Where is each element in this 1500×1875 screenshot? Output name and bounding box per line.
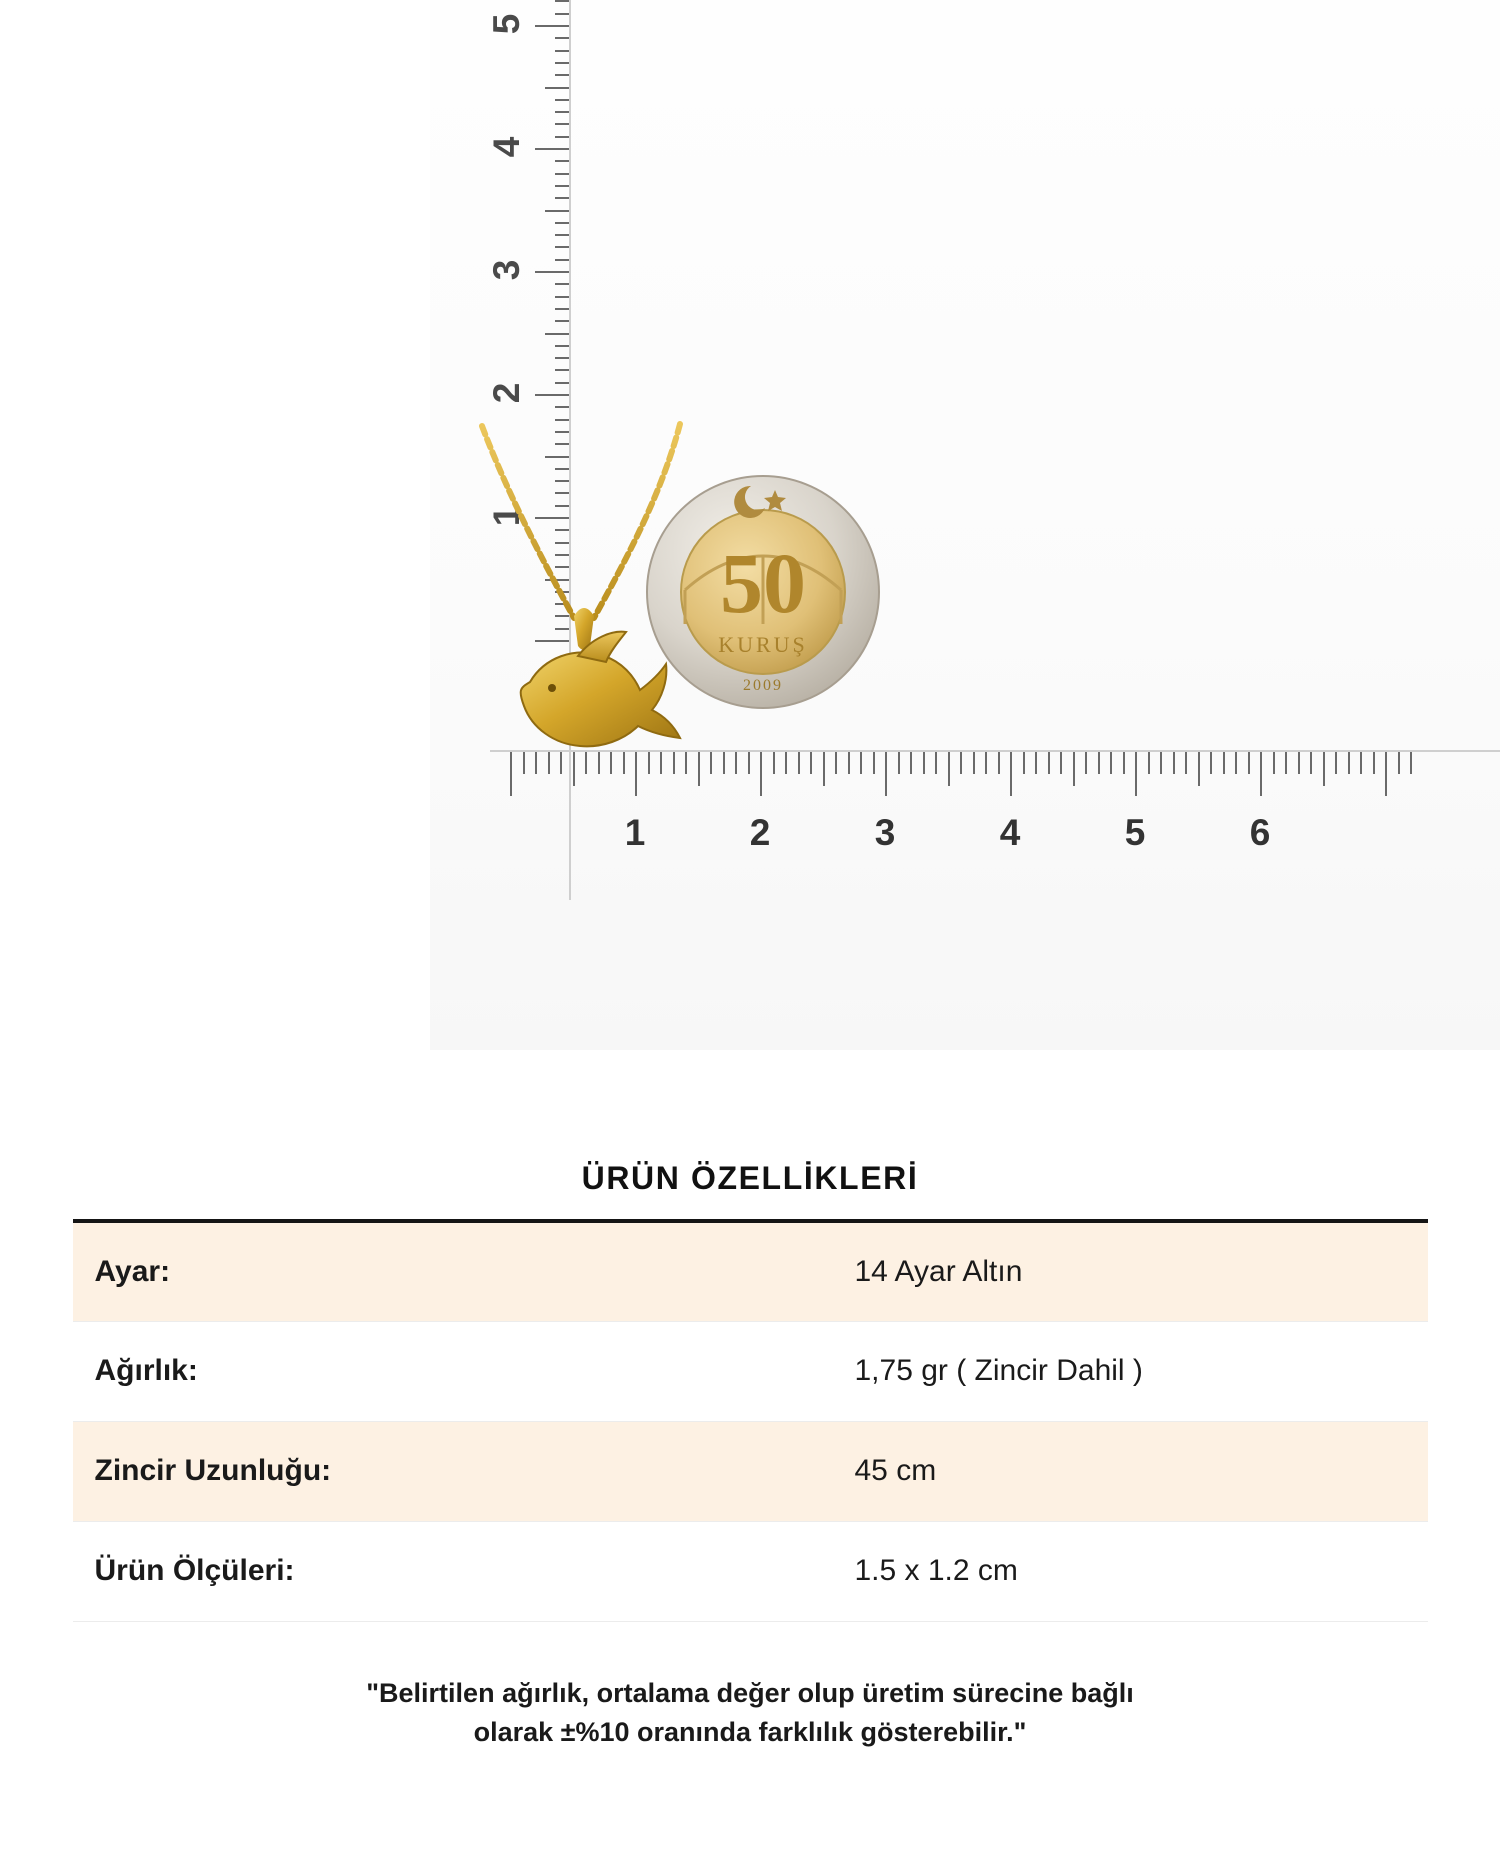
ruler-tick xyxy=(673,752,675,774)
table-row xyxy=(73,1221,1428,1321)
ruler-tick xyxy=(1323,752,1325,786)
ruler-tick xyxy=(555,222,569,224)
ruler-tick xyxy=(973,752,975,774)
ruler-tick xyxy=(1385,752,1387,796)
ruler-tick xyxy=(555,357,569,359)
ruler-label: 1 xyxy=(624,812,646,853)
spec-label-urun-olculeri: Ürün Ölçüleri: xyxy=(73,1521,833,1621)
ruler-tick xyxy=(985,752,987,774)
ruler-tick xyxy=(1335,752,1337,774)
ruler-tick xyxy=(1298,752,1300,774)
ruler-tick xyxy=(555,406,569,408)
ruler-label: 5 xyxy=(486,13,527,35)
ruler-tick xyxy=(860,752,862,774)
ruler-label: 2 xyxy=(749,812,771,853)
ruler-tick xyxy=(873,752,875,774)
ruler-tick xyxy=(555,173,569,175)
ruler-tick xyxy=(1123,752,1125,774)
ruler-tick xyxy=(555,246,569,248)
coin-unit: KURUŞ xyxy=(718,632,808,657)
ruler-tick xyxy=(1285,752,1287,774)
ruler-tick xyxy=(555,345,569,347)
ruler-tick xyxy=(685,752,687,774)
ruler-tick xyxy=(555,160,569,162)
ruler-tick xyxy=(555,382,569,384)
ruler-tick xyxy=(535,148,569,150)
ruler-tick xyxy=(610,752,612,774)
spec-label-zincir-uzunlugu: Zincir Uzunluğu: xyxy=(73,1421,833,1521)
ruler-tick xyxy=(510,752,512,796)
ruler-tick xyxy=(555,283,569,285)
ruler-tick xyxy=(1373,752,1375,774)
ruler-tick xyxy=(1348,752,1350,774)
ruler-tick xyxy=(555,259,569,261)
ruler-tick xyxy=(1010,752,1012,796)
ruler-tick xyxy=(898,752,900,774)
weight-disclaimer-line1: "Belirtilen ağırlık, ortalama değer olup üretim sürecine bağlı xyxy=(366,1677,1134,1708)
ruler-tick xyxy=(585,752,587,774)
ruler-tick xyxy=(1235,752,1237,774)
ruler-tick xyxy=(1098,752,1100,774)
specs-table xyxy=(73,1219,1428,1622)
ruler-tick xyxy=(648,752,650,774)
ruler-tick xyxy=(555,99,569,101)
ruler-tick xyxy=(555,13,569,15)
horizontal-ruler xyxy=(490,740,1500,920)
table-row xyxy=(73,1421,1428,1521)
ruler-tick xyxy=(1185,752,1187,774)
ruler-tick xyxy=(1248,752,1250,774)
spec-value-agirlik: 1,75 gr ( Zincir Dahil ) xyxy=(833,1321,1428,1421)
ruler-tick xyxy=(835,752,837,774)
spec-value-zincir-uzunlugu: 45 cm xyxy=(833,1421,1428,1521)
ruler-label: 2 xyxy=(486,382,527,404)
ruler-tick xyxy=(548,752,550,774)
ruler-tick xyxy=(545,333,569,335)
coin-denomination: 50 xyxy=(720,535,806,631)
ruler-tick xyxy=(948,752,950,786)
ruler-tick xyxy=(1173,752,1175,774)
ruler-tick xyxy=(555,197,569,199)
ruler-tick xyxy=(573,752,575,786)
ruler-tick xyxy=(1035,752,1037,774)
ruler-tick xyxy=(555,308,569,310)
ruler-tick xyxy=(555,136,569,138)
ruler-tick xyxy=(635,752,637,796)
ruler-tick xyxy=(1273,752,1275,774)
ruler-tick xyxy=(555,62,569,64)
ruler-tick xyxy=(810,752,812,774)
ruler-label: 6 xyxy=(1249,812,1271,853)
ruler-tick xyxy=(710,752,712,774)
ruler-tick xyxy=(848,752,850,774)
ruler-tick xyxy=(1410,752,1412,774)
ruler-tick xyxy=(660,752,662,774)
ruler-tick xyxy=(555,234,569,236)
ruler-label: 1 xyxy=(486,505,527,527)
ruler-tick xyxy=(1073,752,1075,786)
ruler-tick xyxy=(1023,752,1025,774)
spec-value-urun-olculeri: 1.5 x 1.2 cm xyxy=(833,1521,1428,1621)
ruler-tick xyxy=(1198,752,1200,786)
ruler-tick xyxy=(1135,752,1137,796)
ruler-tick xyxy=(535,752,537,774)
ruler-tick xyxy=(1210,752,1212,774)
ruler-tick xyxy=(545,210,569,212)
ruler-tick xyxy=(935,752,937,774)
ruler-tick xyxy=(748,752,750,774)
ruler-tick xyxy=(555,185,569,187)
turkish-50-kurus-coin xyxy=(645,440,885,740)
ruler-tick xyxy=(698,752,700,786)
ruler-label: 3 xyxy=(486,259,527,281)
coin-year: 2009 xyxy=(743,677,783,694)
ruler-label: 4 xyxy=(999,812,1021,853)
ruler-tick xyxy=(555,296,569,298)
ruler-tick xyxy=(555,0,569,2)
ruler-tick xyxy=(1048,752,1050,774)
ruler-tick xyxy=(535,25,569,27)
product-photo xyxy=(430,0,1500,1050)
ruler-tick xyxy=(545,87,569,89)
ruler-tick xyxy=(723,752,725,774)
spec-label-agirlik: Ağırlık: xyxy=(73,1321,833,1421)
table-row xyxy=(73,1321,1428,1421)
ruler-tick xyxy=(598,752,600,774)
ruler-tick xyxy=(760,752,762,796)
ruler-tick xyxy=(523,752,525,774)
ruler-tick xyxy=(923,752,925,774)
ruler-tick xyxy=(1160,752,1162,774)
specs-title: ÜRÜN ÖZELLİKLERİ xyxy=(581,1160,919,1196)
ruler-tick xyxy=(555,50,569,52)
ruler-label: 5 xyxy=(1124,812,1146,853)
ruler-tick xyxy=(1110,752,1112,774)
weight-disclaimer-line2: olarak ±%10 oranında farklılık gösterebilir." xyxy=(473,1716,1027,1747)
ruler-label: 4 xyxy=(486,136,527,158)
spec-label-ayar: Ayar: xyxy=(73,1221,833,1321)
table-row xyxy=(73,1521,1428,1621)
ruler-tick xyxy=(555,37,569,39)
ruler-tick xyxy=(555,369,569,371)
ruler-tick xyxy=(1360,752,1362,774)
ruler-tick xyxy=(823,752,825,786)
ruler-tick xyxy=(555,320,569,322)
ruler-tick xyxy=(555,123,569,125)
ruler-tick xyxy=(885,752,887,796)
ruler-tick xyxy=(1398,752,1400,774)
ruler-tick xyxy=(1085,752,1087,774)
ruler-label: 3 xyxy=(874,812,896,853)
ruler-tick xyxy=(735,752,737,774)
ruler-tick xyxy=(910,752,912,774)
spec-value-ayar: 14 Ayar Altın xyxy=(833,1221,1428,1321)
product-specs-section xyxy=(0,1160,1500,1752)
ruler-tick xyxy=(535,271,569,273)
ruler-tick xyxy=(773,752,775,774)
ruler-tick xyxy=(535,394,569,396)
ruler-tick xyxy=(555,111,569,113)
ruler-tick xyxy=(555,74,569,76)
ruler-tick xyxy=(960,752,962,774)
ruler-tick xyxy=(623,752,625,774)
ruler-tick xyxy=(1310,752,1312,774)
ruler-tick xyxy=(785,752,787,774)
ruler-tick xyxy=(998,752,1000,774)
ruler-tick xyxy=(560,752,562,774)
weight-disclaimer xyxy=(150,1674,1350,1752)
ruler-tick xyxy=(1260,752,1262,796)
ruler-tick xyxy=(1060,752,1062,774)
ruler-tick xyxy=(1148,752,1150,774)
ruler-tick xyxy=(798,752,800,774)
ruler-tick xyxy=(1223,752,1225,774)
